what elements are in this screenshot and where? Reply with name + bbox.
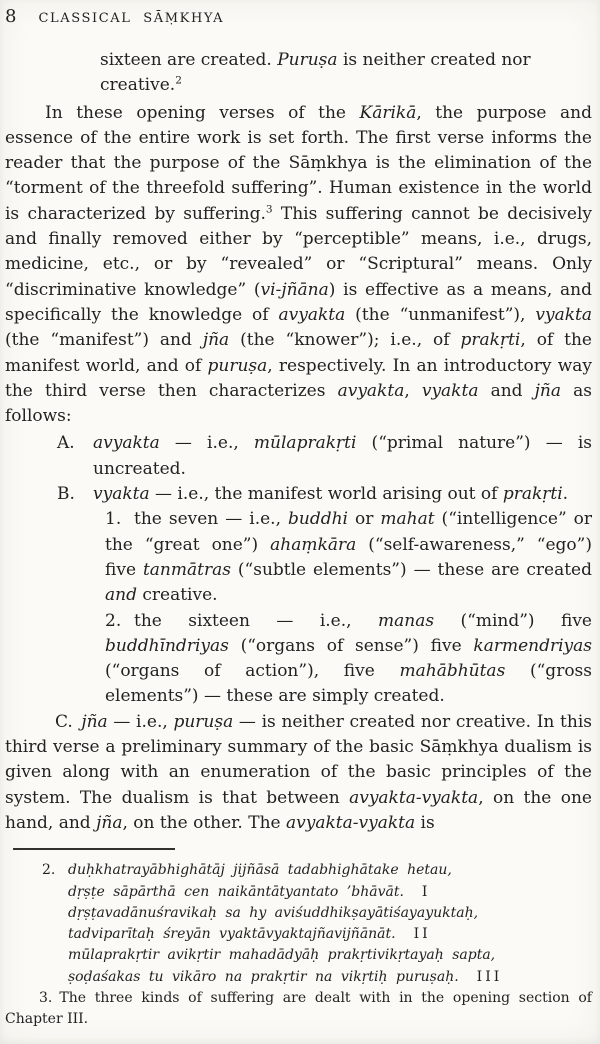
footnotes — [5, 860, 592, 1030]
verse-line-1: duḥkhatrayābhighātāj jijñāsā tadabhighātake hetau, — [68, 862, 452, 879]
list-subitem-1 — [105, 507, 592, 608]
list-marker-b: B. — [57, 484, 75, 505]
page-number: 8 — [5, 6, 17, 27]
verse-line-6: ṣoḍaśakas tu vikāro na prakṛtir na vikṛtiḥ puruṣaḥ. III — [68, 968, 503, 985]
running-title: CLASSICAL SĀṂKHYA — [38, 11, 225, 26]
list-item-b — [57, 482, 592, 507]
list-item-a — [57, 431, 593, 482]
list-marker-2: 2. — [105, 610, 122, 631]
verse-line-2: dṛṣṭe sāpārthā cen naikāntātyantato ’bhāvāt. I — [68, 883, 431, 900]
footnote-3: 3. The three kinds of suffering are dealt with in the opening section of Chapter III. — [5, 989, 592, 1028]
verse-numeral: I — [421, 883, 431, 900]
verse-line-4: tadviparītaḥ śreyān vyaktāvyaktajñavijñānāt. II — [68, 926, 431, 943]
footnote-2-marker: 2. — [42, 862, 56, 879]
paragraph-intro: In these opening verses of the Kārikā, the purpose and essence of the entire work is set forth. The first verse informs the reader that the purpose of the Sāṃkhya is the elimination of the “torment of the threefold suffering”. Human existence in the world is characterized by suffering.$^3$ This suffering cannot be decisively and finally removed either by “perceptible” means, i.e., drugs, medicine, etc., or by “revealed” or “Scriptural” means. Only “discriminative knowledge” (vi-jñāna) is effective as a means, and specifically the knowledge of avyakta (the “unmanifest”), vyakta (the “manifest”) and jña (the “knower”); i.e., of prakṛti, of the manifest world, and of puruṣa, respectively. In an introductory way the third verse then characterizes avyakta, vyakta and jña as follows: — [5, 102, 592, 427]
page-header — [5, 6, 592, 27]
enumeration-list — [5, 431, 592, 709]
list-subitem-1-text: the seven — i.e., buddhi or mahat (“intelligence” or the “great one”) ahaṃkāra (“self-awareness,” “ego”) five tanmātras (“subtle elements”) — these are created and creative. — [105, 509, 593, 606]
verse-line-5: mūlaprakṛtir avikṛtir mahadādyāḥ prakṛtivikṛtayaḥ sapta, — [68, 947, 496, 964]
list-subitem-2-text: the sixteen — i.e., manas (“mind”) five buddhīndriyas (“organs of sense”) five karmendriyas (“organs of action”), five mahābhūtas (“gross elements”) — these are simply created. — [105, 610, 592, 707]
paragraph-c: C. jña — i.e., puruṣa — is neither created nor creative. In this third verse a preliminary summary of the basic Sāṃkhya dualism is given along with an enumeration of the basic principles of the system. The dualism is that between avyakta-vyakta, on the one hand, and jña, on the other. The avyakta-vyakta is — [5, 711, 592, 833]
list-marker-a: A. — [57, 433, 75, 454]
list-subitem-2 — [105, 609, 592, 710]
footnote-2 — [42, 860, 592, 988]
opening-quote: sixteen are created. Puruṣa is neither created nor creative.$^2$ — [100, 50, 531, 96]
list-marker-1: 1. — [105, 509, 122, 530]
verse-numeral: II — [413, 926, 431, 943]
list-item-a-text: avyakta — i.e., mūlaprakṛti (“primal nature”) — is uncreated. — [93, 433, 593, 479]
verse-numeral: III — [476, 968, 503, 985]
verse-line-3: dṛṣṭavadānuśravikaḥ sa hy aviśuddhikṣayātiśayayuktaḥ, — [68, 904, 479, 921]
list-item-b-text: vyakta — i.e., the manifest world arising out of prakṛti. — [93, 484, 569, 505]
footnote-separator-rule — [13, 848, 175, 850]
